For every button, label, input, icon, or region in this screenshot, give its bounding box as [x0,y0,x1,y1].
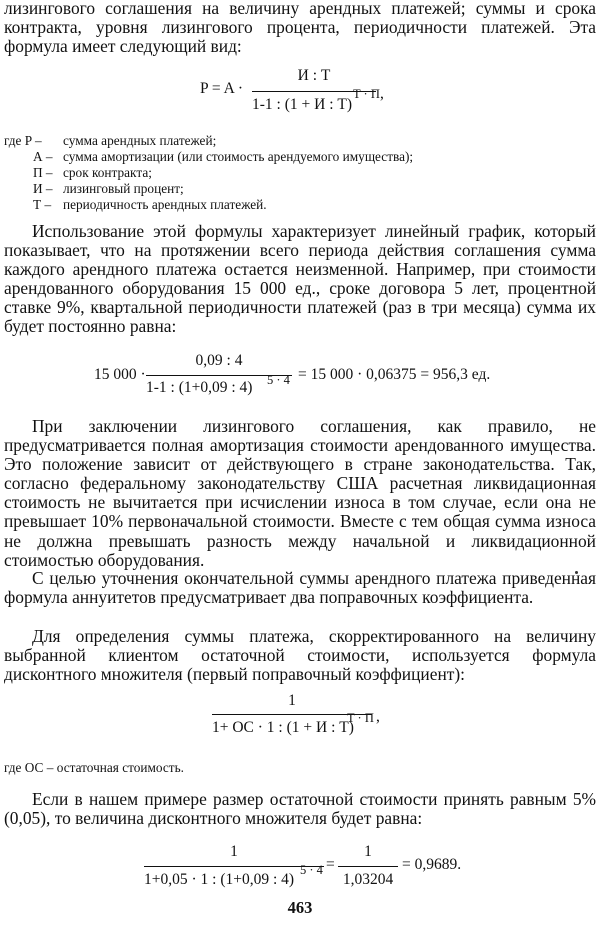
formula4-exponent: 5 · 4 [300,863,323,877]
legend-sym-i: И – [33,181,53,196]
formula1-denominator: 1-1 : (1 + И : T) [252,96,353,113]
legend-residual-value: где ОС – остаточная стоимость. [4,760,185,775]
formula1-numerator: И : T [297,67,331,84]
legend-sym-p: П – [33,165,53,180]
legend-sym-a: А – [33,149,53,164]
legend-item-i: лизинговый процент; [63,181,184,196]
formula2-exponent: 5 · 4 [267,373,290,387]
formula4-result: = 0,9689. [402,856,462,873]
formula4-fraction-bar-2 [338,866,398,867]
paragraph-intro: лизингового соглашения на величину арендных платежей; суммы и срока контракта, уровня лизингового процента, периодичности платежей. Эта формула имеет следующий вид: [4,0,596,57]
formula3-exponent: T · П [347,711,374,725]
formula3-comma: , [376,708,380,725]
paragraph-annuity: С целью уточнения окончательной суммы арендного платежа приведенная формула аннуитетов предусматривает два поправочных коэффициента. [4,568,596,608]
legend-item-p: сумма арендных платежей; [63,133,217,148]
legend-item-t: периодичность арендных платежей. [63,197,267,212]
formula4-equals: = [326,856,335,873]
formula2-rhs: = 15 000 · 0,06375 = 956,3 ед. [298,366,491,383]
formula1-comma: , [380,85,384,102]
legend-item-a: сумма амортизации (или стоимость арендуемого имущества); [63,149,414,164]
legend-sym-t: Т – [33,197,52,212]
legend-intro: где P – [4,133,42,148]
paragraph-amortization: При заключении лизингового соглашения, как правило, не предусматривается полная амортизация стоимости арендованного имущества. Это положение зависит от действующего в стране законодательства. Так, согласно федеральному законодательству США расчетная ликвидационная стоимость не вычитается при исчислении износа в том случае, если она не превышает 10% первоначальной стоимости. Вместе с тем общая сумма износа не должна превышать разность между начальной и ликвидационной стоимостью оборудования. [4,416,596,570]
formula2-lhs: 15 000 · [94,366,146,383]
formula2-numerator: 0,09 : 4 [195,352,243,369]
formula3-numerator: 1 [288,692,296,709]
paragraph-linear-schedule: Использование этой формулы характеризует линейный график, который показывает, что на протяжении всего периода действия соглашения сумма каждого арендного платежа остается неизменной. Например, при стоимости арендованного оборудования 15 000 ед., сроке договора 5 лет, процентной ставке 9%, квартальной периодичности платежей (раз в три месяца) сумма их будет постоянно равна: [4,221,596,337]
page-number: 463 [287,898,313,917]
paragraph-example: Если в нашем примере размер остаточной стоимости принять равным 5% (0,05), то величина дисконтного множителя будет равна: [4,789,596,829]
formula4-fraction-bar-1 [144,866,324,867]
legend-item-pi: срок контракта; [63,165,152,180]
formula3-denominator: 1+ OC · 1 : (1 + И : T) [212,719,354,736]
formula4-denominator-1: 1+0,05 · 1 : (1+0,09 : 4) [144,871,295,888]
paragraph-discount: Для определения суммы платежа, скорректированного на величину выбранной клиентом остаточной стоимости, используется формула дисконтного множителя (первый поправочный коэффициент): [4,626,596,685]
formula4-numerator-2: 1 [364,843,372,860]
formula4-denominator-2: 1,03204 [342,871,394,888]
formula1-lhs: P = A · [200,80,244,97]
formula1-exponent: T · П [353,87,380,101]
formula2-denominator: 1-1 : (1+0,09 : 4) [146,379,253,396]
formula4-numerator-1: 1 [230,843,238,860]
